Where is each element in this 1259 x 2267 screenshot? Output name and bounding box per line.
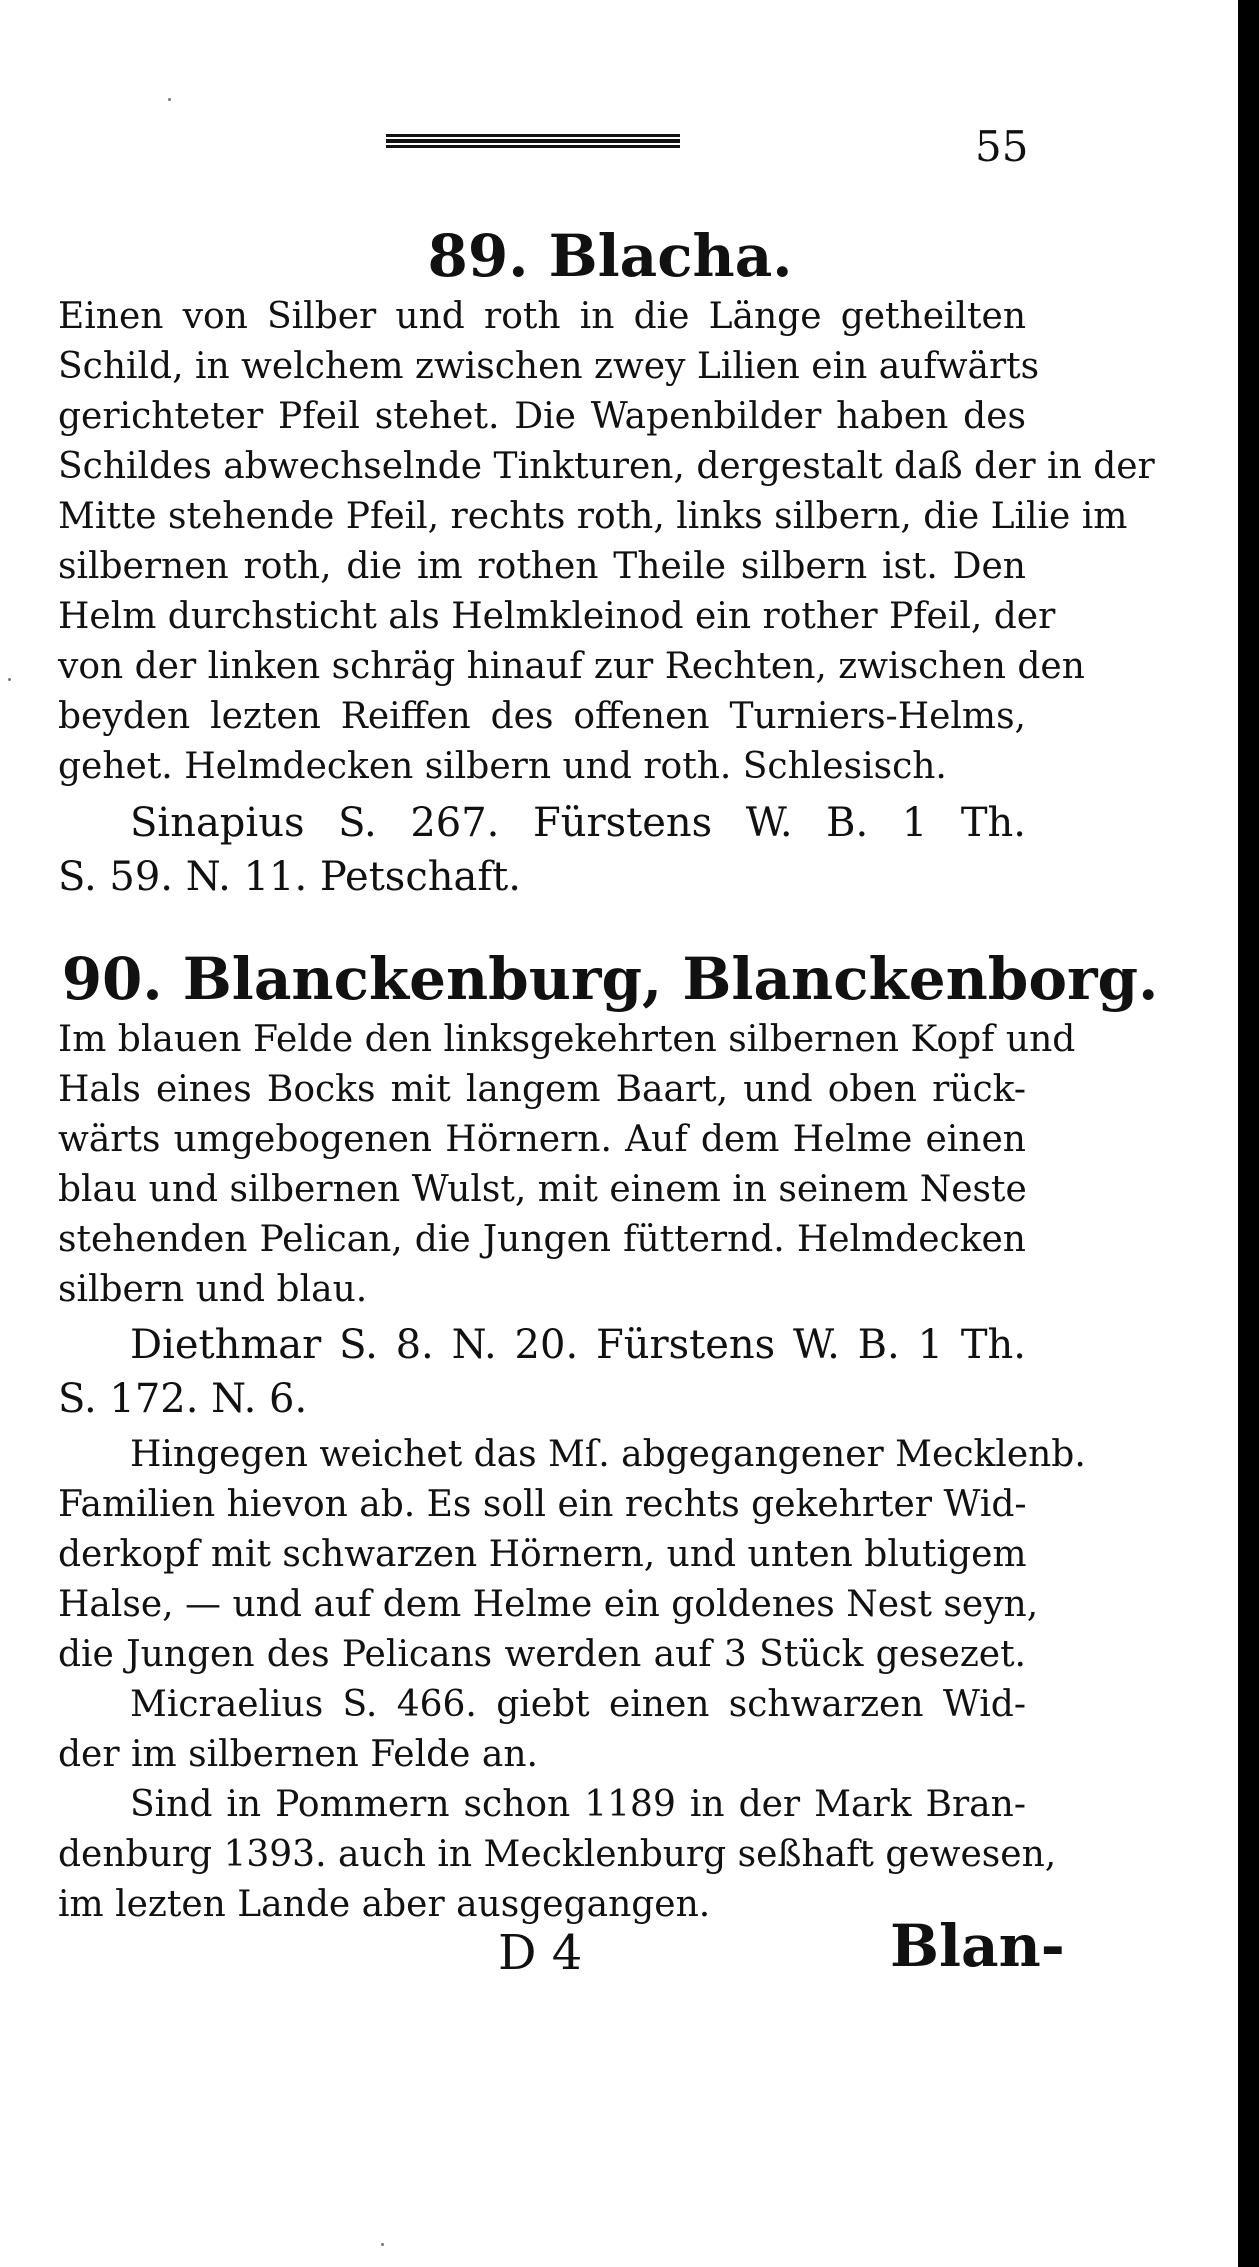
text-line: Sind in Pommern schon 1189 in der Mark Bran-: [130, 1784, 1026, 1825]
paper-speck: [381, 2243, 384, 2246]
text-line: Hals eines Bocks mit langem Baart, und oben rück-: [58, 1069, 1026, 1110]
source-reference: S. 172. N. 6.: [58, 1376, 308, 1422]
source-reference: S. 59. N. 11. Petschaft.: [58, 854, 521, 900]
text-line: Familien hievon ab. Es soll ein rechts gekehrter Wid-: [58, 1484, 1027, 1525]
text-line: silbernen roth, die im rothen Theile silbern ist. Den: [58, 546, 1026, 587]
text-line: derkopf mit schwarzen Hörnern, und unten blutigem: [58, 1534, 1027, 1575]
paper-speck: [8, 678, 11, 681]
text-line: stehenden Pelican, die Jungen fütternd. Helmdecken: [58, 1219, 1026, 1260]
text-line: die Jungen des Pelicans werden auf 3 Stück gesezet.: [58, 1634, 1026, 1675]
text-line: Mitte stehende Pfeil, rechts roth, links silbern, die Lilie im: [58, 496, 1128, 537]
text-line: Micraelius S. 466. giebt einen schwarzen Wid-: [130, 1684, 1026, 1725]
text-line: gehet. Helmdecken silbern und roth. Schlesisch.: [58, 746, 947, 787]
text-line: Im blauen Felde den linksgekehrten silbernen Kopf und: [58, 1019, 1076, 1060]
text-line: Halse, — und auf dem Helme ein goldenes Nest seyn,: [58, 1584, 1039, 1625]
text-line: blau und silbernen Wulst, mit einem in seinem Neste: [58, 1169, 1027, 1210]
paper-speck: [168, 98, 171, 101]
entry-heading-blacha: 89. Blacha.: [427, 222, 793, 290]
text-line: Einen von Silber und roth in die Länge getheilten: [58, 296, 1026, 337]
source-reference: Sinapius S. 267. Fürstens W. B. 1 Th.: [130, 800, 1026, 846]
text-line: Hingegen weichet das Mſ. abgegangener Mecklenb.: [130, 1434, 1086, 1475]
entry-heading-blanckenburg: 90. Blanckenburg, Blanckenborg.: [61, 945, 1159, 1013]
text-line: silbern und blau.: [58, 1269, 368, 1310]
text-line: der im silbernen Felde an.: [58, 1734, 538, 1775]
signature-mark: D 4: [498, 1925, 583, 1981]
text-line: Helm durchsticht als Helmkleinod ein rother Pfeil, der: [58, 596, 1056, 637]
text-line: wärts umgebogenen Hörnern. Auf dem Helme einen: [58, 1119, 1026, 1160]
page-number: 55: [975, 122, 1029, 171]
header-ornament-rule: [386, 134, 680, 148]
text-line: gerichteter Pfeil stehet. Die Wapenbilder haben des: [58, 396, 1026, 437]
text-line: Schildes abwechselnde Tinkturen, dergestalt daß der in der: [58, 446, 1155, 487]
scan-edge: [1238, 0, 1259, 2267]
text-line: Schild, in welchem zwischen zwey Lilien ein aufwärts: [58, 346, 1040, 387]
text-line: denburg 1393. auch in Mecklenburg seßhaft gewesen,: [58, 1834, 1057, 1875]
text-line: beyden lezten Reiffen des offenen Turniers-Helms,: [58, 696, 1026, 737]
source-reference: Diethmar S. 8. N. 20. Fürstens W. B. 1 Th.: [130, 1322, 1026, 1368]
text-line: von der linken schräg hinauf zur Rechten, zwischen den: [58, 646, 1085, 687]
text-line: im lezten Lande aber ausgegangen.: [58, 1884, 711, 1925]
catchword: Blan-: [890, 1912, 1065, 1980]
